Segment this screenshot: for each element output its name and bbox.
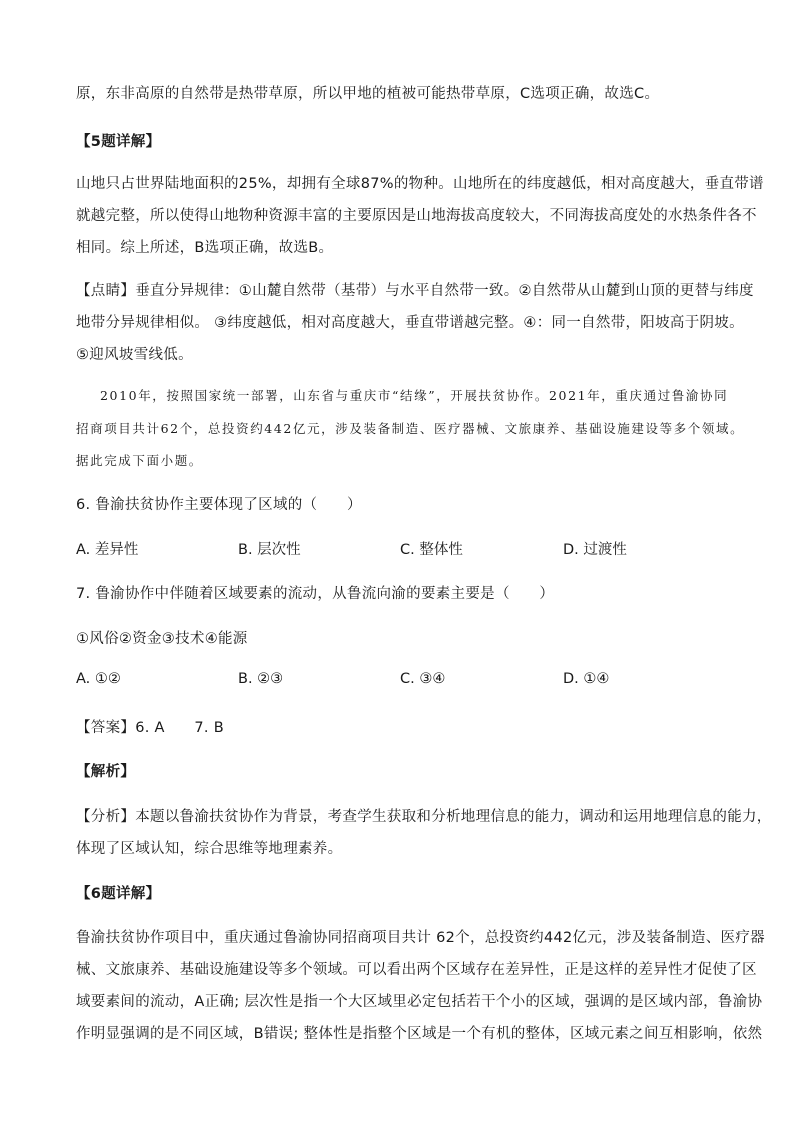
- section-header: 【5题详解】: [76, 134, 161, 150]
- question-7-option-c: C. ③④: [400, 671, 446, 687]
- question-6-stem: 6. 鲁渝扶贫协作主要体现了区域的（ ）: [76, 497, 362, 513]
- paragraph-line: 作明显强调的是不同区域，B错误; 整体性是指整个区域是一个有机的整体，区域元素之间互相影响，依然: [76, 1026, 763, 1042]
- paragraph-line: 相同。综上所述，B选项正确，故选B。: [76, 240, 334, 256]
- answer-line: 【答案】6. A 7. B: [76, 720, 224, 736]
- analysis-line: 【分析】本题以鲁渝扶贫协作为背景，考查学生获取和分析地理信息的能力，调动和运用地理信息的能力，: [76, 809, 772, 825]
- paragraph-line: 鲁渝扶贫协作项目中，重庆通过鲁渝协同招商项目共计 62个，总投资约442亿元，涉及装备制造、医疗器: [76, 930, 765, 946]
- question-7-option-a: A. ①②: [76, 671, 121, 687]
- paragraph-line: 山地只占世界陆地面积的25%，却拥有全球87%的物种。山地所在的纬度越低，相对高度越大，垂直带谱: [76, 176, 764, 192]
- question-6-option-b: B. 层次性: [238, 542, 301, 558]
- paragraph-line: 械、文旅康养、基础设施建设等多个领域。可以看出两个区域存在差异性，正是这样的差异性才促使了区: [76, 962, 757, 978]
- question-7-option-b: B. ②③: [238, 671, 284, 687]
- tip-line: 地带分异规律相似。 ③纬度越低，相对高度越大，垂直带谱越完整。④：同一自然带，阳坡高于阴坡。: [76, 315, 744, 331]
- question-7-items: ①风俗②资金③技术④能源: [76, 631, 248, 647]
- question-6-option-c: C. 整体性: [400, 542, 463, 558]
- tip-line: ⑤迎风坡雪线低。: [76, 347, 193, 363]
- paragraph-line: 就越完整，所以使得山地物种资源丰富的主要原因是山地海拔高度较大，不同海拔高度处的水热条件各不: [76, 208, 757, 224]
- paragraph-line: 域要素间的流动，A正确; 层次性是指一个大区域里必定包括若干个小的区域，强调的是区域内部，鲁渝协: [76, 994, 763, 1010]
- question-7-option-d: D. ①④: [563, 671, 610, 687]
- question-6-option-d: D. 过渡性: [563, 542, 627, 558]
- question-7-stem: 7. 鲁渝协作中伴随着区域要素的流动，从鲁流向渝的要素主要是（ ）: [76, 586, 555, 602]
- tip-line: 【点睛】垂直分异规律：①山麓自然带（基带）与水平自然带一致。②自然带从山麓到山顶的更替与纬度: [76, 283, 754, 299]
- material-line: 据此完成下面小题。: [76, 453, 203, 468]
- analysis-line: 体现了区域认知，综合思维等地理素养。: [76, 841, 343, 857]
- material-line: 2010年，按照国家统一部署，山东省与重庆市“结缘”，开展扶贫协作。2021年，重庆通过鲁渝协同: [100, 388, 729, 403]
- section-header: 【6题详解】: [76, 886, 161, 902]
- analysis-header: 【解析】: [76, 764, 136, 780]
- question-6-option-a: A. 差异性: [76, 542, 139, 558]
- material-line: 招商项目共计62个，总投资约442亿元，涉及装备制造、医疗器械、文旅康养、基础设施建设等多个领域。: [76, 421, 745, 436]
- paragraph-line: 原，东非高原的自然带是热带草原，所以甲地的植被可能热带草原，C选项正确，故选C。: [76, 86, 660, 102]
